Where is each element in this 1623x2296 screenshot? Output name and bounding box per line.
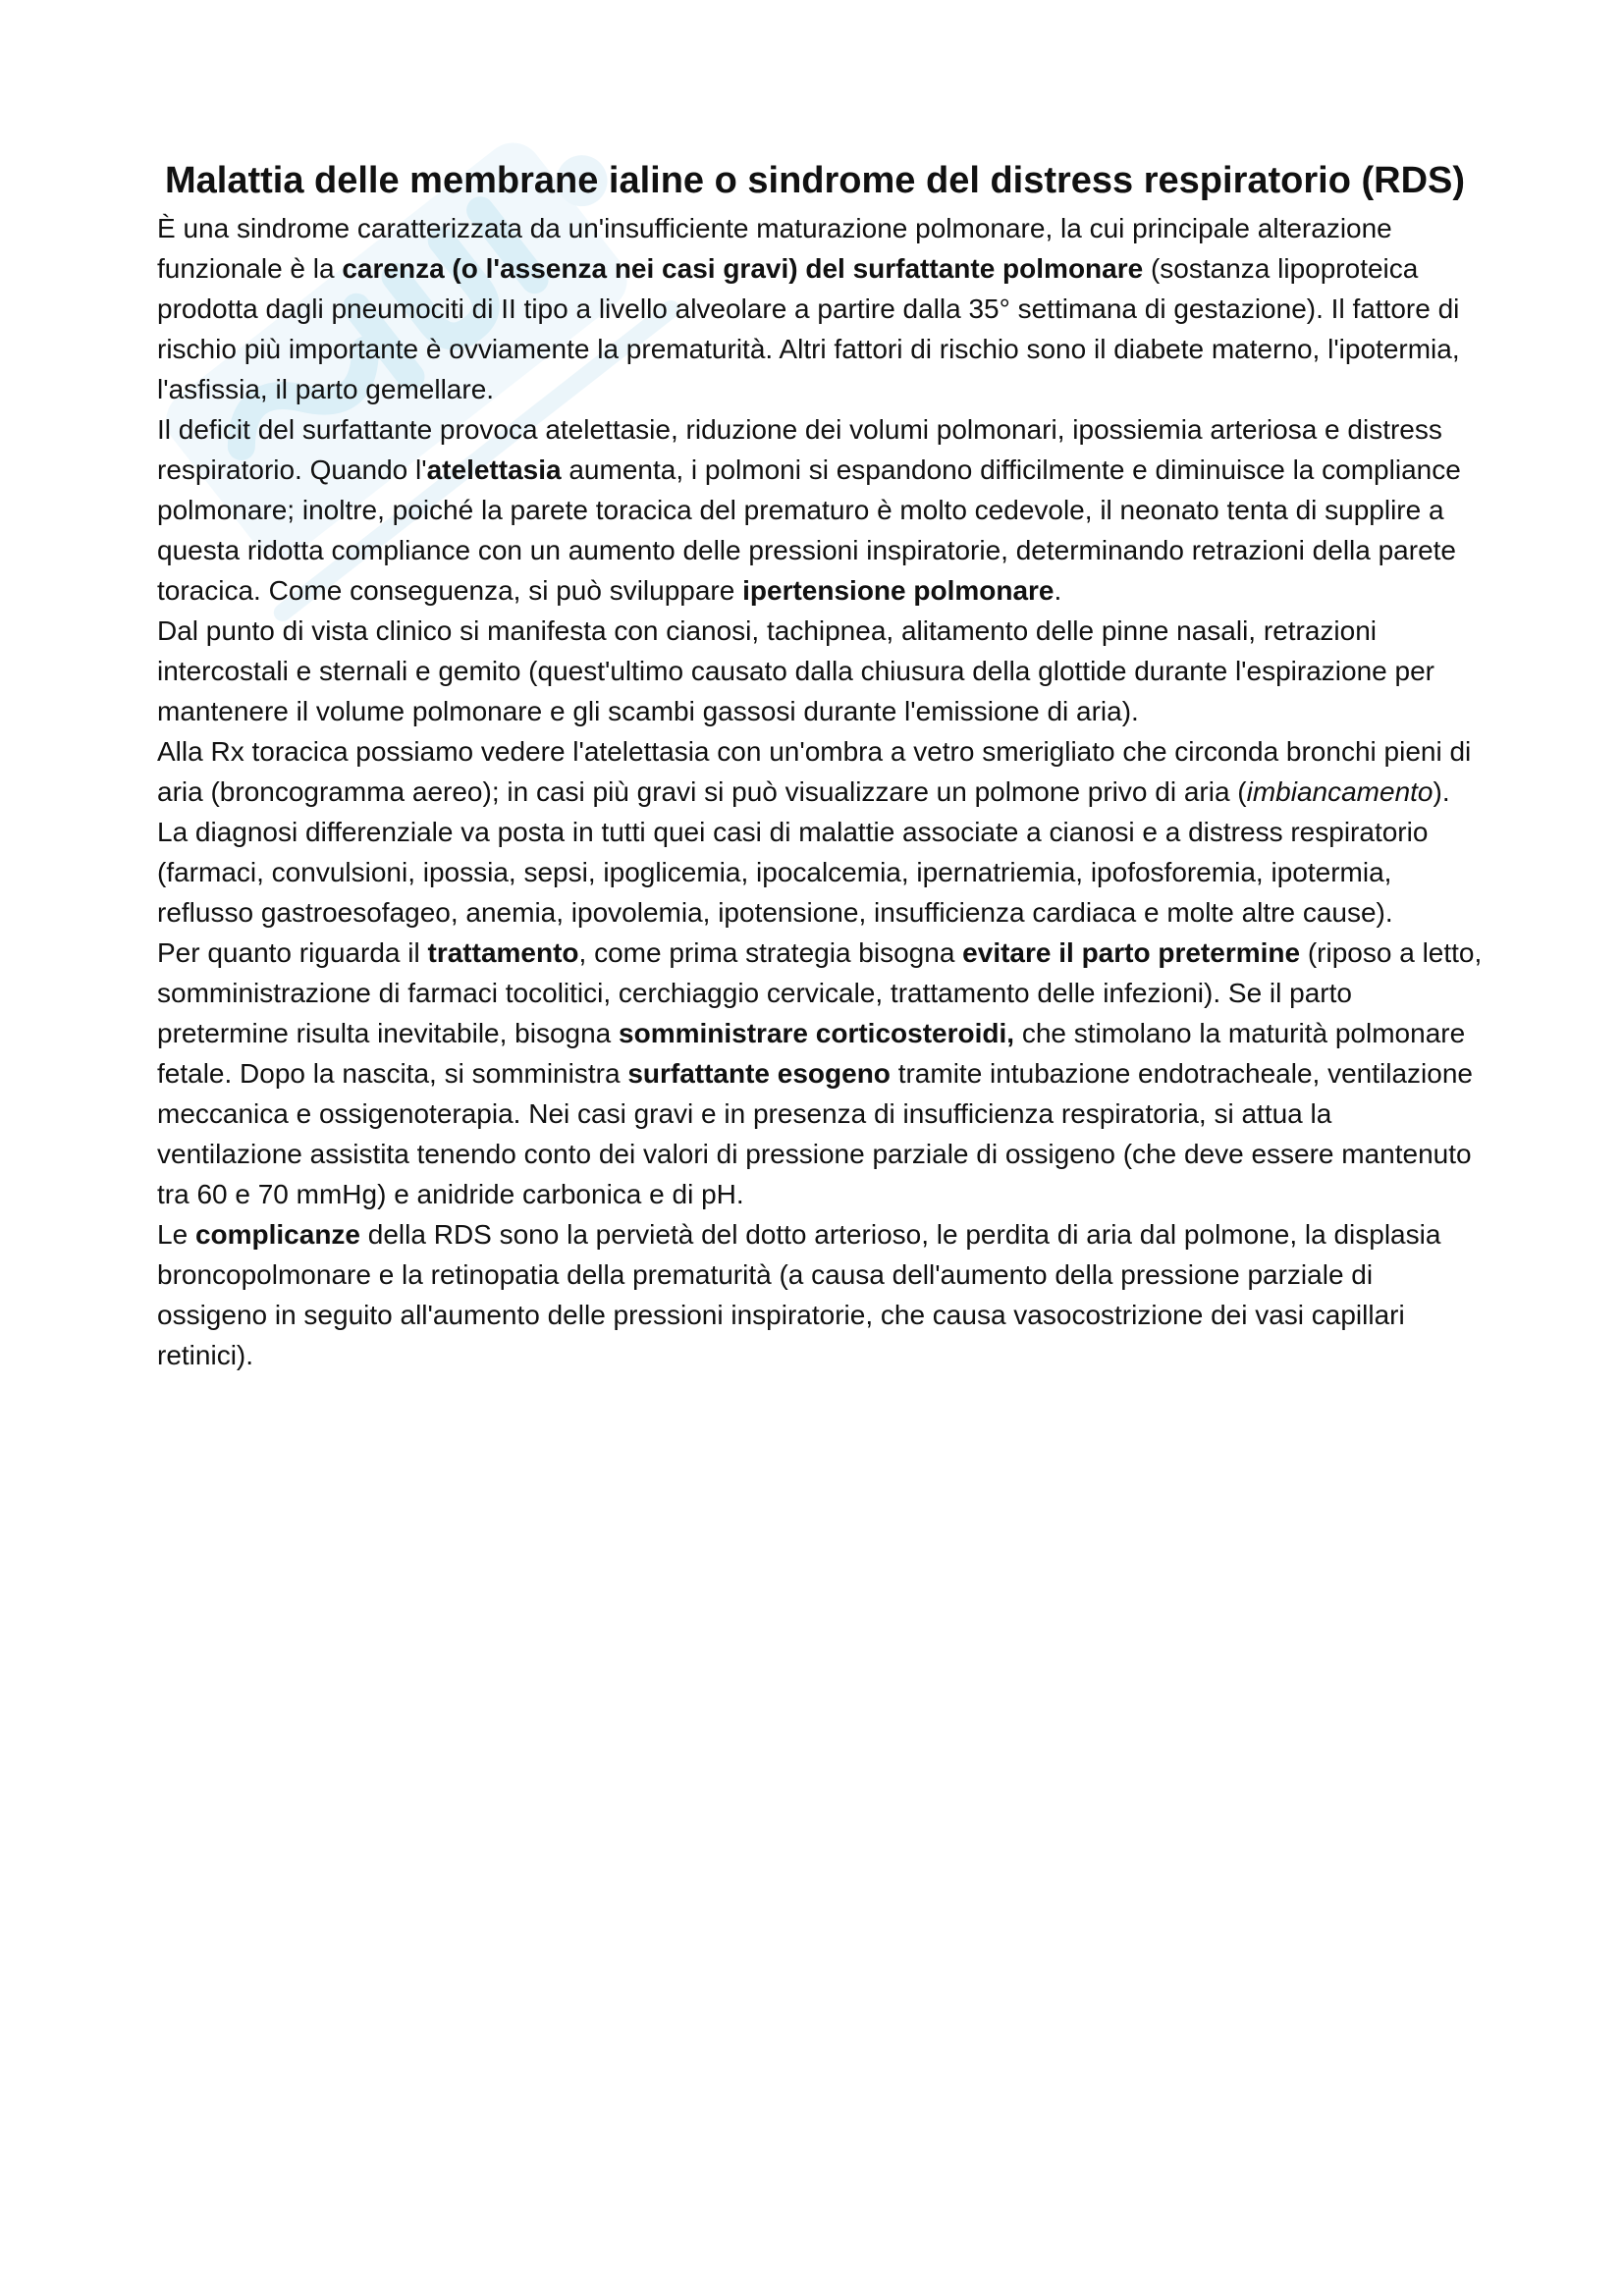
text-segment: . — [1054, 575, 1062, 606]
bold-text: complicanze — [194, 1219, 360, 1250]
text-segment: Le — [157, 1219, 195, 1250]
document-body — [157, 208, 1483, 1375]
paragraph-p1 — [157, 208, 1483, 409]
text-segment: tramite intubazione endotracheale, ventilazione meccanica e ossigenoterapia. Nei casi gravi e in presenza di insufficienza respiratoria, si attua la ventilazione assistita tenendo conto dei valori di pressione parziale di ossigeno (che deve essere mantenuto tra 60 e 70 mmHg) e anidride carbonica e di pH. — [157, 1058, 1473, 1209]
bold-text: ipertensione polmonare — [742, 575, 1055, 606]
text-segment: (riposo a letto, somministrazione di farmaci tocolitici, cerchiaggio cervicale, trattamento delle infezioni). Se il parto pretermine risulta inevitabile, bisogna — [157, 937, 1483, 1048]
text-segment: La diagnosi differenziale va posta in tutti quei casi di malattie associate a cianosi e a distress respiratorio (farmaci, convulsioni, ipossia, sepsi, ipoglicemia, ipocalcemia, ipernatriemia, ipofosforemia, ipotermia, reflusso gastroesofageo, anemia, ipovolemia, ipotensione, insufficienza cardiaca e molte altre cause). — [157, 817, 1429, 928]
text-segment: ). — [1433, 776, 1450, 807]
bold-text: atelettasia — [426, 454, 562, 485]
bold-text: carenza (o l'assenza nei casi gravi) del surfattante polmonare — [342, 253, 1144, 284]
bold-text: surfattante esogeno — [627, 1058, 891, 1089]
text-segment: della RDS sono la pervietà del dotto arterioso, le perdita di aria dal polmone, la displasia broncopolmonare e la retinopatia della prematurità (a causa dell'aumento della pressione parziale di ossigeno in seguito all'aumento delle pressioni inspiratorie, che causa vasocostrizione dei vasi capillari retinici). — [157, 1219, 1441, 1370]
text-segment: aumenta, i polmoni si espandono difficilmente e diminuisce la compliance polmonare; inoltre, poiché la parete toracica del prematuro è molto cedevole, il neonato tenta di supplire a questa ridotta compliance con un aumento delle pressioni inspiratorie, determinando retrazioni della parete toracica. Come conseguenza, si può sviluppare — [157, 454, 1461, 606]
text-segment: Per quanto riguarda il — [157, 937, 428, 968]
text-segment: Il deficit del surfattante provoca atelettasie, riduzione dei volumi polmonari, ipossiemia arteriosa e distress respiratorio. Quando l' — [157, 414, 1442, 485]
document-title: Malattia delle membrane ialine o sindrome del distress respiratorio (RDS) — [164, 160, 1466, 201]
bold-text: evitare il parto pretermine — [962, 937, 1301, 968]
italic-text: imbiancamento — [1246, 776, 1434, 807]
text-segment: Alla Rx toracica possiamo vedere l'atelettasia con un'ombra a vetro smerigliato che circonda bronchi pieni di aria (broncogramma aereo); in casi più gravi si può visualizzare un polmone privo di aria ( — [157, 736, 1472, 807]
paragraph-p7 — [157, 1214, 1483, 1375]
paragraph-p3 — [157, 611, 1483, 731]
paragraph-p2 — [157, 409, 1483, 611]
paragraph-p6 — [157, 933, 1483, 1214]
text-segment: , come prima strategia bisogna — [578, 937, 963, 968]
paragraph-p4 — [157, 731, 1483, 812]
bold-text: trattamento — [427, 937, 579, 968]
paragraph-p5 — [157, 812, 1483, 933]
document-page — [157, 155, 1483, 1375]
text-segment: Dal punto di vista clinico si manifesta con cianosi, tachipnea, alitamento delle pinne nasali, retrazioni intercostali e sternali e gemito (quest'ultimo causato dalla chiusura della glottide durante l'espirazione per mantenere il volume polmonare e gli scambi gassosi durante l'emissione di aria). — [157, 615, 1434, 726]
text-segment: (sostanza lipoproteica prodotta dagli pneumociti di II tipo a livello alveolare a partire dalla 35° settimana di gestazione). Il fattore di rischio più importante è ovviamente la prematurità. Altri fattori di rischio sono il diabete materno, l'ipotermia, l'asfissia, il parto gemellare. — [157, 253, 1460, 404]
text-segment: È una sindrome caratterizzata da un'insufficiente maturazione polmonare, la cui principale alterazione funzionale è la — [157, 213, 1392, 284]
text-segment: che stimolano la maturità polmonare fetale. Dopo la nascita, si somministra — [157, 1018, 1466, 1089]
bold-text: somministrare corticosteroidi, — [619, 1018, 1015, 1048]
